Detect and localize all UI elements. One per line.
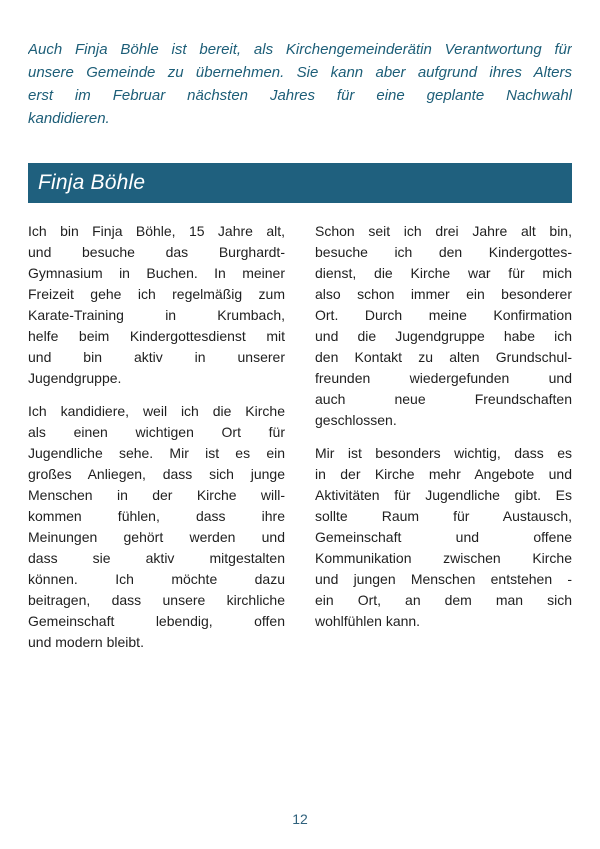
text-line: helfe beim Kindergottesdienst mit bbox=[28, 328, 285, 344]
text-line: wohlfühlen kann. bbox=[315, 613, 421, 629]
text-line: Aktivitäten für Jugendliche gibt. Es bbox=[315, 487, 572, 503]
right-column bbox=[315, 221, 572, 665]
text-line: also schon immer ein besonderer bbox=[315, 286, 572, 302]
text-line: Jugendgruppe. bbox=[28, 370, 122, 386]
text-line: freunden wiedergefunden und bbox=[315, 370, 572, 386]
text-line: kommen fühlen, dass ihre bbox=[28, 508, 285, 524]
section-header-bar bbox=[28, 163, 572, 203]
text-line: Ich bin Finja Böhle, 15 Jahre alt, bbox=[28, 223, 285, 239]
text-line: Ich kandidiere, weil ich die Kirche bbox=[28, 403, 285, 419]
text-line: Gemeinschaft lebendig, offen bbox=[28, 613, 285, 629]
text-line: Jugendliche sehe. Mir ist es ein bbox=[28, 445, 285, 461]
text-line: ein Ort, an dem man sich bbox=[315, 592, 572, 608]
text-line: Karate-Training in Krumbach, bbox=[28, 307, 285, 323]
text-line: kandidieren. bbox=[28, 110, 110, 127]
text-line: als einen wichtigen Ort für bbox=[28, 424, 285, 440]
text-line: Gemeinschaft und offene bbox=[315, 529, 572, 545]
text-line: Auch Finja Böhle ist bereit, als Kirchengemeinderätin Verantwortung für bbox=[28, 41, 572, 58]
left-column bbox=[28, 221, 285, 665]
text-line: und besuche das Burghardt- bbox=[28, 244, 285, 260]
text-line: Mir ist besonders wichtig, dass es bbox=[315, 445, 572, 461]
paragraph bbox=[28, 221, 285, 389]
text-line: Gymnasium in Buchen. In meiner bbox=[28, 265, 285, 281]
paragraph bbox=[28, 38, 572, 130]
page-number: 12 bbox=[292, 811, 308, 827]
text-line: dienst, die Kirche war für mich bbox=[315, 265, 572, 281]
paragraph bbox=[315, 443, 572, 632]
text-line: Kommunikation zwischen Kirche bbox=[315, 550, 572, 566]
text-line: beitragen, dass unsere kirchliche bbox=[28, 592, 285, 608]
text-line: sollte Raum für Austausch, bbox=[315, 508, 572, 524]
text-line: und die Jugendgruppe habe ich bbox=[315, 328, 572, 344]
text-line: in der Kirche mehr Angebote und bbox=[315, 466, 572, 482]
body-columns bbox=[28, 221, 572, 665]
text-line: und jungen Menschen entstehen - bbox=[315, 571, 572, 587]
intro-paragraph bbox=[28, 38, 572, 130]
text-line: Ort. Durch meine Konfirmation bbox=[315, 307, 572, 323]
text-line: großes Anliegen, dass sich junge bbox=[28, 466, 285, 482]
section-title: Finja Böhle bbox=[38, 171, 146, 194]
text-line: können. Ich möchte dazu bbox=[28, 571, 285, 587]
text-line: und bin aktiv in unserer bbox=[28, 349, 285, 365]
text-line: und modern bleibt. bbox=[28, 634, 144, 650]
paragraph bbox=[315, 221, 572, 431]
text-line: dass sie aktiv mitgestalten bbox=[28, 550, 285, 566]
text-line: besuche ich den Kindergottes- bbox=[315, 244, 572, 260]
text-line: Freizeit gehe ich regelmäßig zum bbox=[28, 286, 285, 302]
text-line: Schon seit ich drei Jahre alt bin, bbox=[315, 223, 572, 239]
text-line: den Kontakt zu alten Grundschul- bbox=[315, 349, 572, 365]
text-line: auch neue Freundschaften bbox=[315, 391, 572, 407]
paragraph bbox=[28, 401, 285, 653]
text-line: Menschen in der Kirche will- bbox=[28, 487, 285, 503]
text-line: Meinungen gehört werden und bbox=[28, 529, 285, 545]
text-line: erst im Februar nächsten Jahres für eine geplante Nachwahl bbox=[28, 87, 572, 104]
text-line: geschlossen. bbox=[315, 412, 397, 428]
text-line: unsere Gemeinde zu übernehmen. Sie kann aber aufgrund ihres Alters bbox=[28, 64, 572, 81]
